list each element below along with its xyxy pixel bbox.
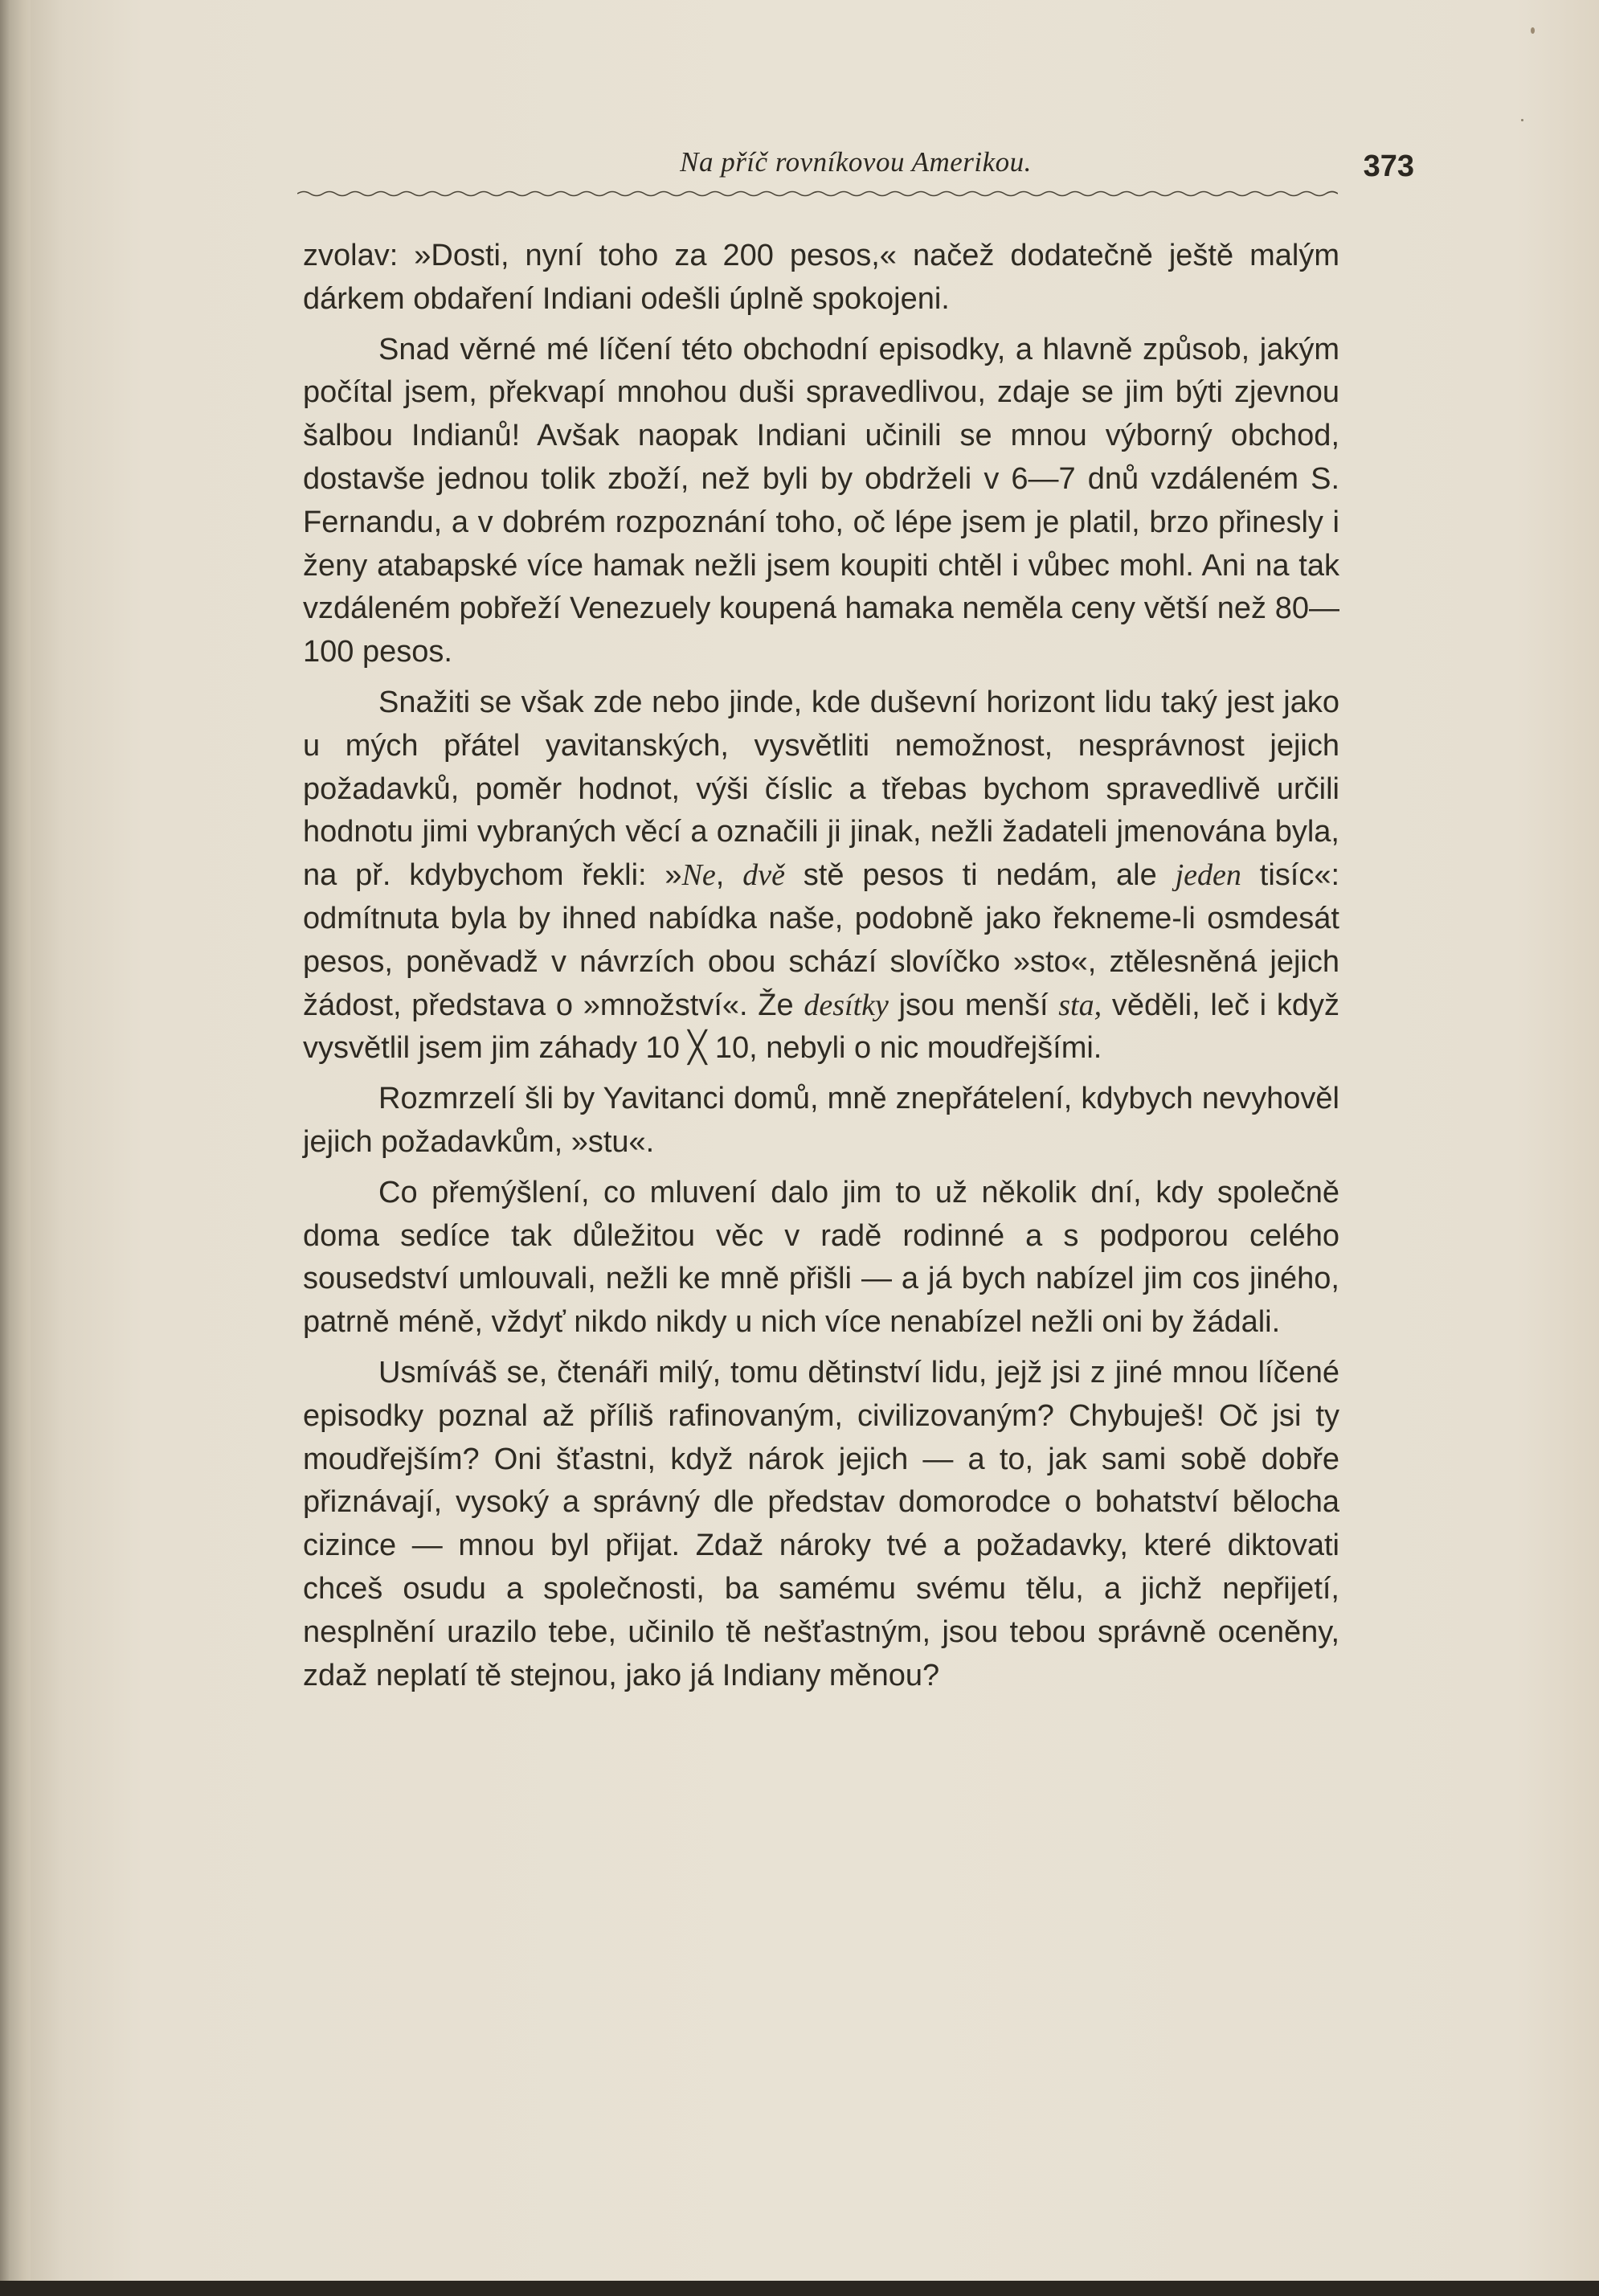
paragraph-4: Rozmrzelí šli by Yavitanci domů, mně znepřátelení, kdybych nevyhověl jejich požadavkům, »stu«. (303, 1082, 1339, 1159)
emphasis-jeden: jeden (1175, 858, 1241, 893)
paper-speck (1531, 27, 1535, 34)
paragraph-3-text-f: věděli, leč i když vysvětlil jsem jim záhady 10 ╳ 10, nebyli o nic moudřejšími. (303, 988, 1339, 1066)
paragraph-3-text-d: tisíc«: odmítnuta byla by ihned nabídka naše, podobně jako řekneme-li osmdesát pesos, poněvadž v návrzích obou schází slovíčko »sto«, ztělesněná jejich žádost, představa o »množství«. Že (303, 858, 1340, 1022)
emphasis-desitky: desítky (804, 988, 889, 1022)
paragraph-6: Usmíváš se, čtenáři milý, tomu dětinství lidu, jejž jsi z jiné mnou líčené episodky poznal až příliš rafinovaným, civilizovaným? Chybuješ! Oč jsi ty moudřejším? Oni šťastni, když nárok jejich — a to, jak sami sobě dobře přiznávají, vysoký a správný dle představ domorodce o bohatství bělocha cizince — mnou byl přijat. Zdaž nároky tvé a požadavky, které diktovati chceš osudu a společnosti, ba samému svému tělu, a jichž nepřijetí, nesplnění urazilo tebe, učinilo tě nešťastným, jsou tebou správně oceněny, zdaž neplatí tě stejnou, jako já Indiany měnou? (303, 1355, 1339, 1692)
body-text (303, 235, 1339, 1705)
header-rule (297, 188, 1338, 199)
paragraph-5: Co přemýšlení, co mluvení dalo jim to už několik dní, kdy společně doma sedíce tak důležitou věc v radě rodinné a s podporou celého sousedství umlouvali, nežli ke mně přišli — a já bych nabízel jim cos jiného, patrně méně, vždyť nikdo nikdy u nich více nenabízel nežli oni by žádali. (303, 1175, 1339, 1340)
running-head: Na příč rovníkovou Amerikou. (680, 146, 1032, 178)
emphasis-dve: dvě (742, 858, 785, 893)
emphasis-ne: Ne (681, 858, 716, 893)
paragraph-3-text-c: stě pesos ti nedám, ale (784, 858, 1176, 893)
paragraph-2: Snad věrné mé líčení této obchodní episodky, a hlavně způsob, jakým počítal jsem, překvapí mnohou duši spravedlivou, zdaje se jim býti zjevnou šalbou Indianů! Avšak naopak Indiani učinili se mnou výborný obchod, dostavše jednou tolik zboží, než byli by obdrželi v 6—7 dnů vzdáleném S. Fernandu, a v dobrém rozpoznání toho, oč lépe jsem je platil, brzo přinesly i ženy atabapské více hamak nežli jsem koupiti chtěl i vůbec mohl. Ani na tak vzdáleném pobřeží Venezuely koupená hamaka neměla ceny větší než 80—100 pesos. (303, 332, 1339, 669)
paragraph-3-text-a: Snažiti se však zde nebo jinde, kde duševní horizont lidu taký jest jako u mých přátel yavitanských, vysvětliti nemožnost, nesprávnost jejich požadavků, poměr hodnot, výši číslic a třebas bychom spravedlivě určili hodnotu jimi vybraných věcí a označili ji jinak, nežli žadateli jmenována byla, na př. kdybychom řekli: » (303, 685, 1339, 893)
page-number: 373 (1363, 149, 1414, 183)
paragraph-3-text-b: , (715, 858, 743, 893)
paragraph-3 (303, 681, 1339, 1070)
paper-speck (1521, 119, 1523, 121)
book-spine-edge (0, 0, 31, 2296)
page-header (297, 146, 1414, 194)
paragraph-1: zvolav: »Dosti, nyní toho za 200 pesos,« načež dodatečně ještě malým dárkem obdaření Indiani odešli úplně spokojeni. (303, 239, 1339, 316)
emphasis-sta: sta, (1058, 988, 1102, 1022)
paragraph-3-text-e: jsou menší (888, 988, 1059, 1022)
scan-bottom-edge (0, 2281, 1599, 2296)
